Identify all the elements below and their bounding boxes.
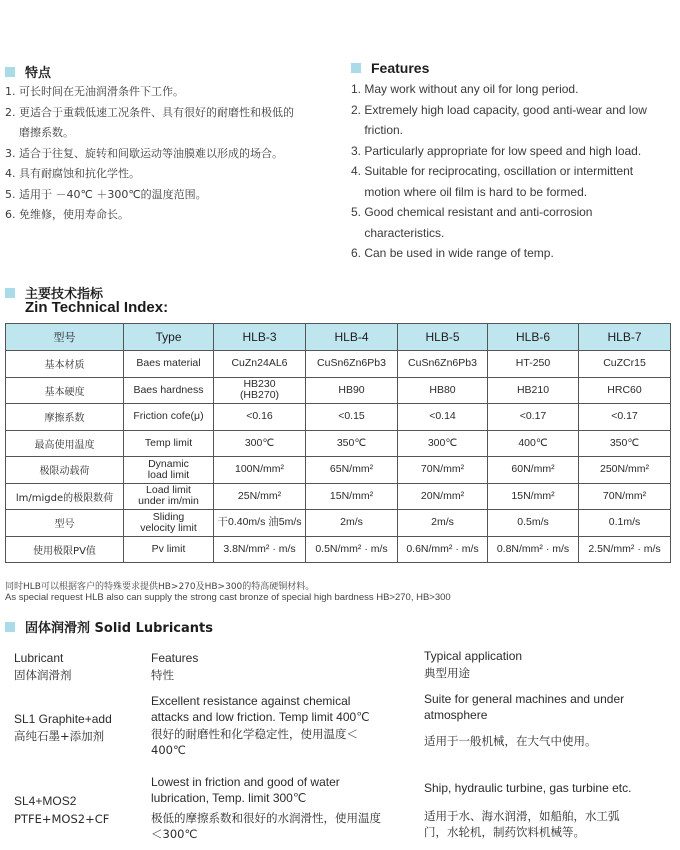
table-cell: 0.1m/s <box>579 510 671 537</box>
table-cell: 70N/mm² <box>398 457 488 484</box>
table-cell: HB80 <box>398 377 488 404</box>
table-row <box>6 457 671 484</box>
features-cn-list <box>5 82 335 226</box>
row-label-en: Sliding velocity limit <box>124 510 214 537</box>
table-row <box>6 483 671 510</box>
table-cell: 25N/mm² <box>214 483 306 510</box>
row-label-cn: 基本硬度 <box>6 377 124 404</box>
row-label-cn: 型号 <box>6 510 124 537</box>
lubricant-name-en: SL1 Graphite+add <box>14 712 112 726</box>
table-header-row <box>6 324 671 351</box>
row-label-cn: 最高使用温度 <box>6 430 124 457</box>
features-header-cn: 特性 <box>151 668 174 682</box>
table-cell: 2.5N/mm² · m/s <box>579 536 671 563</box>
table-cell: 100N/mm² <box>214 457 306 484</box>
table-cell: 0.5N/mm² · m/s <box>306 536 398 563</box>
section-marker-icon <box>5 288 15 298</box>
list-item: 磨擦系数。 <box>5 126 74 139</box>
table-cell: 0.8N/mm² · m/s <box>488 536 579 563</box>
table-cell: 0.6N/mm² · m/s <box>398 536 488 563</box>
row-label-cn: 极限动载荷 <box>6 457 124 484</box>
table-cell: 300℃ <box>214 430 306 457</box>
feature-text-cn: 很好的耐磨性和化学稳定性，使用温度＜400℃ <box>151 727 358 757</box>
table-cell: 2m/s <box>398 510 488 537</box>
list-item: 4. 具有耐腐蚀和抗化学性。 <box>5 167 140 180</box>
table-cell: HB210 <box>488 377 579 404</box>
features-header-en: Features <box>151 651 199 665</box>
row-label-en: Baes hardness <box>124 377 214 404</box>
table-row <box>6 430 671 457</box>
table-cell: <0.15 <box>306 404 398 431</box>
table-cell: 400℃ <box>488 430 579 457</box>
list-item: 3. 适合于往复、旋转和间歇运动等油膜难以形成的场合。 <box>5 146 283 160</box>
feature-text-en: Excellent resistance against chemical attacks and low friction. Temp limit 400℃ <box>151 694 370 724</box>
header-cell: HLB-4 <box>306 324 398 351</box>
features-cn-heading <box>5 62 51 81</box>
table-cell: <0.16 <box>214 404 306 431</box>
list-item: 6. Can be used in wide range of temp. <box>351 246 554 260</box>
row-label-en: Dynamic load limit <box>124 457 214 484</box>
section-marker-icon <box>5 622 15 632</box>
app-header-cn: 典型用途 <box>424 666 470 680</box>
row-label-cn: lm/migde的极限数荷 <box>6 483 124 510</box>
table-cell: 15N/mm² <box>306 483 398 510</box>
table-cell: <0.14 <box>398 404 488 431</box>
table-cell: 65N/mm² <box>306 457 398 484</box>
application-text-cn: 适用于水、海水润滑，如船舶，水工弧门，水轮机，制药饮料机械等。 <box>424 809 620 839</box>
row-label-en: Baes material <box>124 351 214 378</box>
list-item: motion where oil film is hard to be formed. <box>351 184 588 199</box>
application-text-en: Suite for general machines and under atmosphere <box>424 692 625 722</box>
header-cell: 型号 <box>6 324 124 351</box>
table-cell: <0.17 <box>579 404 671 431</box>
lubricant-name-cn: 高纯石墨+添加剂 <box>14 729 105 743</box>
row-label-en: Load limit under im/min <box>124 483 214 510</box>
note-en: As special request HLB also can supply the strong cast bronze of special high bardness HB>270, HB>300 <box>5 592 451 603</box>
table-row <box>6 377 671 404</box>
table-cell: 20N/mm² <box>398 483 488 510</box>
row-label-cn: 摩擦系数 <box>6 404 124 431</box>
section-marker-icon <box>351 63 361 73</box>
app-header-en: Typical application <box>424 649 523 663</box>
lubricant-name-en: SL4+MOS2 <box>14 794 77 808</box>
list-item: 2. 更适合于重载低速工况条件、具有很好的耐磨性和极低的 <box>5 105 294 119</box>
note-cn: 同时HLB可以根据客户的特殊要求提供HB>270及HB>300的特高硬铜材料。 <box>5 582 315 592</box>
list-item: 6. 免维修，使用寿命长。 <box>5 208 129 221</box>
table-row <box>6 404 671 431</box>
table-cell: HRC60 <box>579 377 671 404</box>
table-cell: HB90 <box>306 377 398 404</box>
solid-heading <box>5 617 213 636</box>
features-en-list <box>351 79 661 264</box>
table-cell: CuZn24AL6 <box>214 351 306 378</box>
table-cell: 300℃ <box>398 430 488 457</box>
table-cell: 60N/mm² <box>488 457 579 484</box>
section-marker-icon <box>5 67 15 77</box>
table-cell: 0.5m/s <box>488 510 579 537</box>
table-cell: 3.8N/mm² · m/s <box>214 536 306 563</box>
list-item: 4. Suitable for reciprocating, oscillation or intermittent <box>351 164 634 178</box>
list-item: characteristics. <box>351 225 445 240</box>
table-cell: 350℃ <box>579 430 671 457</box>
table-cell: CuSn6Zn6Pb3 <box>398 351 488 378</box>
lubricant-name-cn: PTFE+MOS2+CF <box>14 812 110 826</box>
list-item: friction. <box>351 123 404 137</box>
solid-lubricants-grid <box>14 646 664 846</box>
solid-title: 固体润滑剂 Solid Lubricants <box>25 621 213 636</box>
tech-cn-title: 主要技术指标 <box>25 287 104 302</box>
table-cell: HB230 (HB270) <box>214 377 306 404</box>
table-cell: <0.17 <box>488 404 579 431</box>
table-cell: 70N/mm² <box>579 483 671 510</box>
list-item: 2. Extremely high load capacity, good anti-wear and low <box>351 102 647 117</box>
header-cell: HLB-6 <box>488 324 579 351</box>
lubricant-header-cn: 固体润滑剂 <box>14 668 72 682</box>
row-label-en: Friction cofe(μ) <box>124 404 214 431</box>
application-text-en: Ship, hydraulic turbine, gas turbine etc. <box>424 781 632 795</box>
table-row <box>6 536 671 563</box>
tech-en-title: Zin Technical Index: <box>25 299 169 316</box>
table-row <box>6 351 671 378</box>
application-text-cn: 适用于一般机械，在大气中使用。 <box>424 734 597 748</box>
technical-index-table <box>5 323 671 563</box>
features-en-title: Features <box>371 60 430 76</box>
list-item: 5. Good chemical resistant and anti-corrosion <box>351 205 593 219</box>
table-cell: CuSn6Zn6Pb3 <box>306 351 398 378</box>
table-cell: 2m/s <box>306 510 398 537</box>
table-cell: 250N/mm² <box>579 457 671 484</box>
header-cell: Type <box>124 324 214 351</box>
table-cell: 15N/mm² <box>488 483 579 510</box>
feature-text-cn: 极低的摩擦系数和很好的水润滑性，使用温度＜300℃ <box>151 811 381 841</box>
list-item: 3. Particularly appropriate for low speed and high load. <box>351 143 642 158</box>
feature-text-en: Lowest in friction and good of water lubrication, Temp. limit 300℃ <box>151 775 340 805</box>
table-cell: HT-250 <box>488 351 579 378</box>
list-item: 1. 可长时间在无油润滑条件下工作。 <box>5 85 184 98</box>
table-cell: 350℃ <box>306 430 398 457</box>
row-label-cn: 基本材质 <box>6 351 124 378</box>
lubricant-header-en: Lubricant <box>14 651 64 665</box>
header-cell: HLB-7 <box>579 324 671 351</box>
list-item: 5. 适用于 －40℃ ＋300℃的温度范围。 <box>5 187 207 201</box>
table-row <box>6 510 671 537</box>
row-label-en: Temp limit <box>124 430 214 457</box>
list-item: 1. May work without any oil for long period. <box>351 82 579 96</box>
table-cell: CuZCr15 <box>579 351 671 378</box>
table-cell: 干0.40m/s 油5m/s <box>214 510 306 537</box>
row-label-cn: 使用极限PV值 <box>6 536 124 563</box>
header-cell: HLB-5 <box>398 324 488 351</box>
features-en-heading <box>351 60 429 76</box>
row-label-en: Pv limit <box>124 536 214 563</box>
header-cell: HLB-3 <box>214 324 306 351</box>
features-cn-title: 特点 <box>25 66 52 81</box>
